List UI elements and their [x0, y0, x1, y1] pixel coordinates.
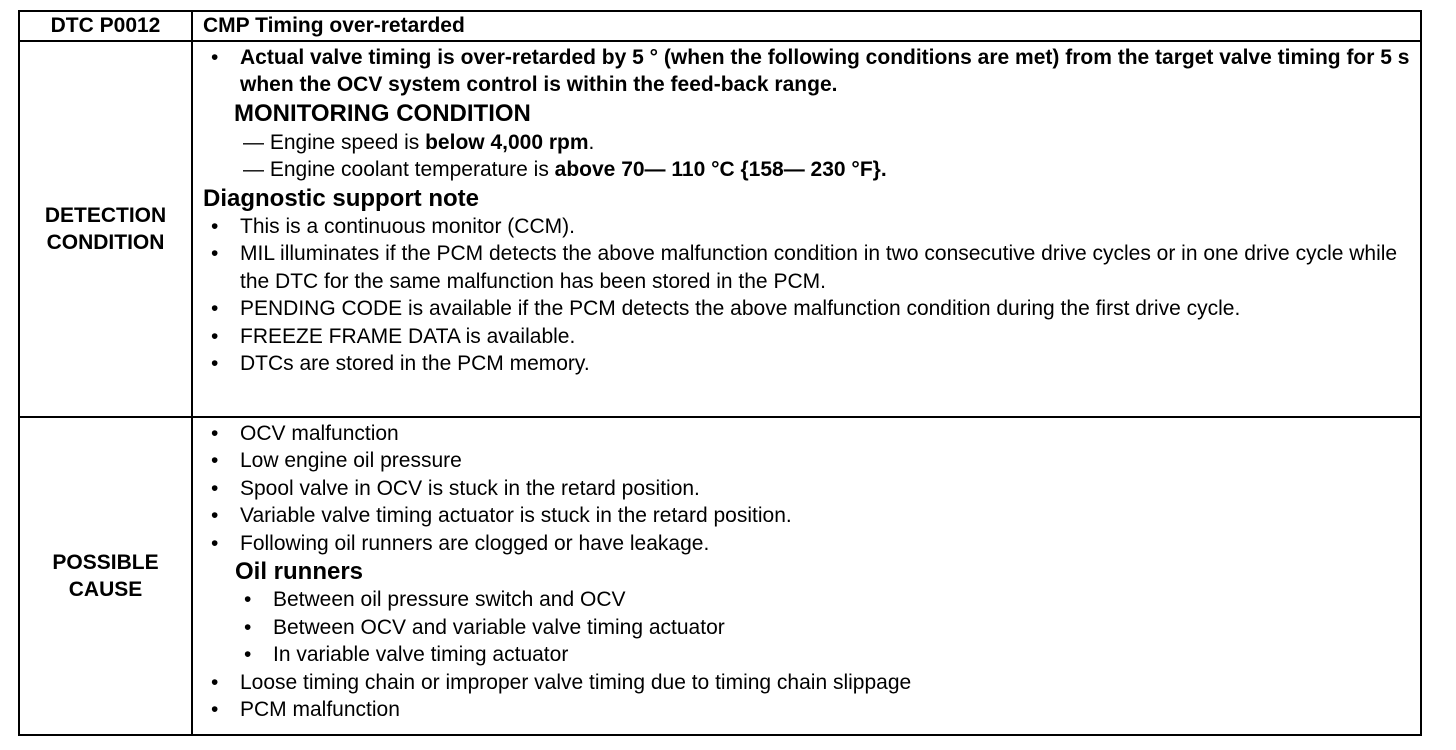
dtc-table [20, 12, 1420, 734]
list-item: • Low engine oil pressure [203, 447, 1412, 475]
monitoring-heading: MONITORING CONDITION [234, 99, 531, 127]
list-item: • Loose timing chain or improper valve timing due to timing chain slippage [203, 669, 1412, 697]
list-item: • This is a continuous monitor (CCM). [203, 213, 1412, 241]
list-item: • Between oil pressure switch and OCV [203, 586, 1412, 614]
dtc-title: CMP Timing over-retarded [192, 12, 1420, 41]
detection-content [192, 41, 1420, 417]
list-item: • DTCs are stored in the PCM memory. [203, 350, 1412, 378]
monitoring-item: — Engine coolant temperature is above 70— 110 °C {158— 230 °F}. [243, 158, 887, 181]
list-item: • Variable valve timing actuator is stuck in the retard position. [203, 502, 1412, 530]
list-item: • PCM malfunction [203, 696, 1412, 724]
detection-label-line2: CONDITION [46, 230, 165, 254]
list-item: • MIL illuminates if the PCM detects the above malfunction condition in two consecutive drive cycles or in one drive cycle while the DTC for the same malfunction has been stored in the PCM. [203, 240, 1412, 295]
list-item: • OCV malfunction [203, 420, 1412, 448]
dtc-document [18, 10, 1422, 736]
header-row [20, 12, 1420, 41]
cause-row [20, 417, 1420, 735]
oil-runners-list [203, 586, 1412, 669]
list-item: • Between OCV and variable valve timing actuator [203, 614, 1412, 642]
cause-content [192, 417, 1420, 735]
cause-label-line2: CAUSE [68, 577, 143, 601]
dtc-code: DTC P0012 [20, 12, 192, 41]
detection-main-bullet: • Actual valve timing is over-retarded by 5 ° (when the following conditions are met) from the target valve timing for 5 s when the OCV system control is within the feed-back range. [203, 44, 1412, 99]
list-item: • Following oil runners are clogged or have leakage. [203, 530, 1412, 558]
detection-row [20, 41, 1420, 417]
monitoring-item: — Engine speed is below 4,000 rpm. [243, 130, 595, 154]
detection-main-list [203, 44, 1412, 99]
cause-label [20, 417, 192, 735]
list-item: • PENDING CODE is available if the PCM detects the above malfunction condition during the first drive cycle. [203, 295, 1412, 323]
detection-label [20, 41, 192, 417]
oil-runners-heading: Oil runners [235, 558, 364, 585]
list-item: • In variable valve timing actuator [203, 641, 1412, 669]
detection-label-line1: DETECTION [44, 203, 167, 227]
cause-label-line1: POSSIBLE [52, 550, 159, 574]
cause-list [203, 420, 1412, 558]
list-item: • FREEZE FRAME DATA is available. [203, 323, 1412, 351]
support-notes-list [203, 213, 1412, 378]
list-item: • Spool valve in OCV is stuck in the retard position. [203, 475, 1412, 503]
cause-list-continued [203, 669, 1412, 724]
support-heading: Diagnostic support note [203, 184, 479, 212]
